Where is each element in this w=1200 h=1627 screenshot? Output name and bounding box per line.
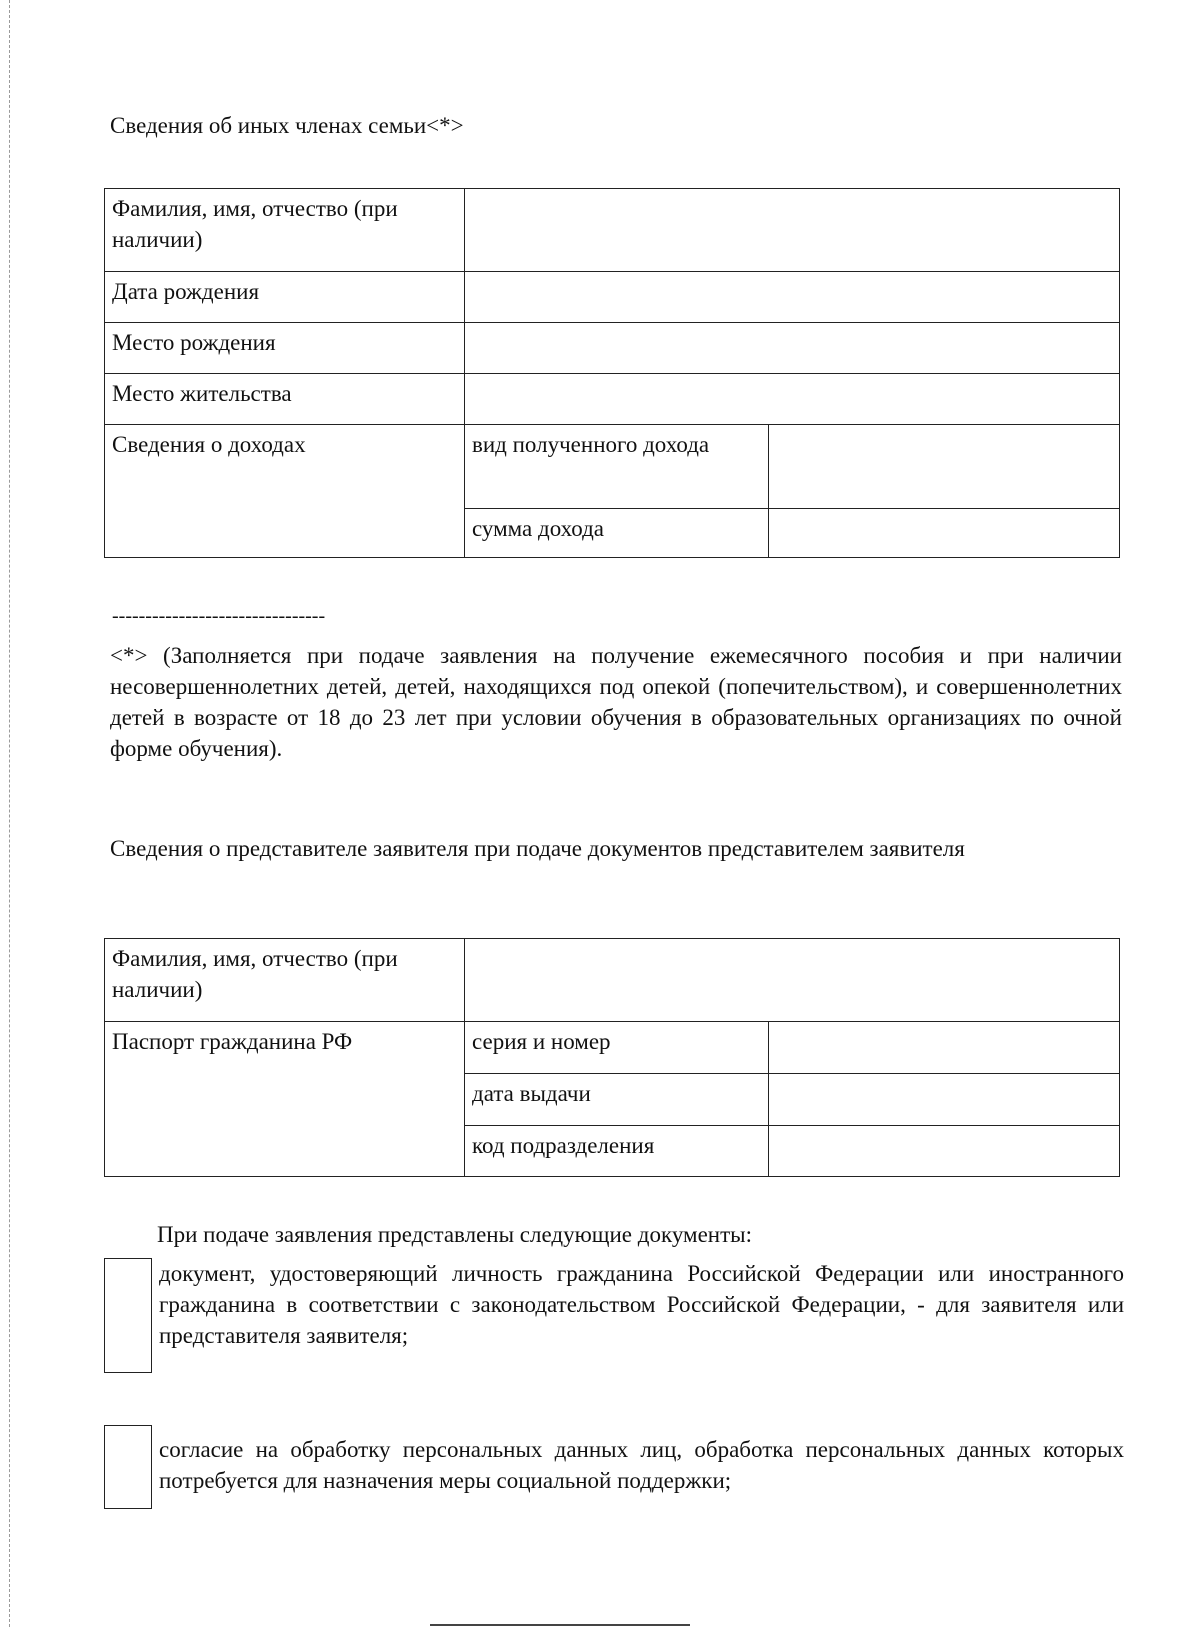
representative-table: [104, 938, 1120, 1177]
table-row: [105, 939, 1120, 1022]
fio-value-cell[interactable]: [465, 189, 1120, 272]
family-section-heading: Сведения об иных членах семьи<*>: [110, 113, 464, 138]
series-number-label: серия и номер: [465, 1022, 769, 1074]
table-row: [105, 1022, 1120, 1074]
unit-code-value-cell[interactable]: [769, 1126, 1120, 1177]
birth-date-label: Дата рождения: [105, 272, 465, 323]
document-item-text: согласие на обработку персональных данных лиц, обработка персональных данных которых потребуется для назначения меры социальной поддержки;: [159, 1437, 1124, 1493]
income-amount-value-cell[interactable]: [769, 509, 1120, 558]
table-row: [105, 425, 1120, 509]
page-bottom-rule: [430, 1624, 690, 1626]
document-item: [104, 1425, 1124, 1509]
birth-place-value-cell[interactable]: [465, 323, 1120, 374]
residence-value-cell[interactable]: [465, 374, 1120, 425]
income-amount-label: сумма дохода: [465, 509, 769, 558]
representative-section-heading: Сведения о представителе заявителя при подаче документов представителем заявителя: [110, 836, 965, 861]
table-row: [105, 323, 1120, 374]
income-label: Сведения о доходах: [105, 425, 465, 558]
passport-label: Паспорт гражданина РФ: [105, 1022, 465, 1177]
document-item-text: документ, удостоверяющий личность гражданина Российской Федерации или иностранного гражданина в соответствии с законодательством Российской Федерации, - для заявителя или представителя заявителя;: [159, 1261, 1124, 1348]
rep-fio-value-cell[interactable]: [465, 939, 1120, 1022]
unit-code-label: код подразделения: [465, 1126, 769, 1177]
fio-label: Фамилия, имя, отчество (при наличии): [105, 189, 465, 272]
issue-date-value-cell[interactable]: [769, 1074, 1120, 1126]
table-row: [105, 189, 1120, 272]
birth-date-value-cell[interactable]: [465, 272, 1120, 323]
documents-intro: При подаче заявления представлены следующие документы:: [157, 1222, 752, 1247]
document-checkbox[interactable]: [104, 1258, 152, 1373]
income-type-label: вид полученного дохода: [465, 425, 769, 509]
document-checkbox[interactable]: [104, 1425, 152, 1509]
table-row: [105, 272, 1120, 323]
table-row: [105, 374, 1120, 425]
page-margin-line: [9, 0, 10, 1627]
footnote-text: <*> (Заполняется при подаче заявления на получение ежемесячного пособия и при наличии несовершеннолетних детей, детей, находящихся под опекой (попечительством), и совершеннолетних детей в возрасте от 18 до 23 лет при условии обучения в образовательных организациях по очной форме обучения).: [110, 643, 1122, 761]
birth-place-label: Место рождения: [105, 323, 465, 374]
family-members-table: [104, 188, 1120, 558]
document-item: [104, 1258, 1124, 1374]
issue-date-label: дата выдачи: [465, 1074, 769, 1126]
footnote-separator: --------------------------------: [112, 605, 326, 627]
rep-fio-label: Фамилия, имя, отчество (при наличии): [105, 939, 465, 1022]
residence-label: Место жительства: [105, 374, 465, 425]
series-number-value-cell[interactable]: [769, 1022, 1120, 1074]
income-type-value-cell[interactable]: [769, 425, 1120, 509]
